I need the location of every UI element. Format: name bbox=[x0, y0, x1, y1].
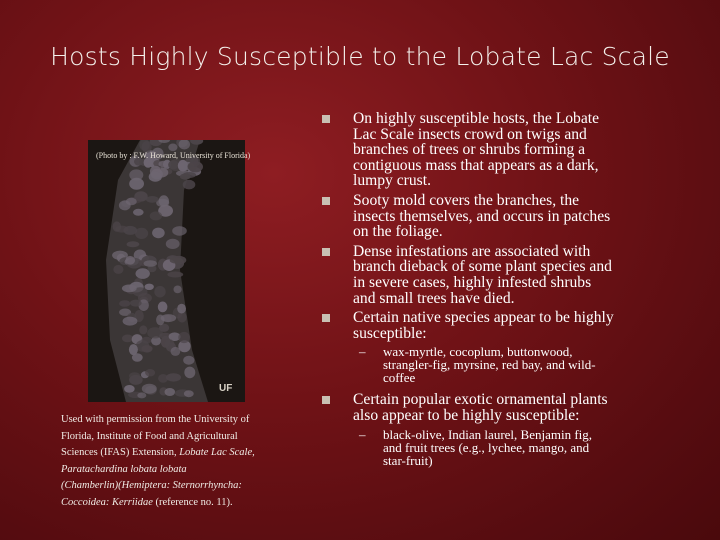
lac-scale-insect bbox=[184, 390, 194, 397]
sub-bullet-dash: – bbox=[359, 344, 366, 360]
caption-line: Florida, Institute of Food and Agricultural bbox=[61, 430, 238, 442]
bullet-text-line: in severe cases, highly infested shrubs bbox=[353, 273, 592, 291]
lac-scale-insect bbox=[177, 312, 186, 323]
bullet-text-line: lumpy crust. bbox=[353, 172, 431, 190]
caption-italic: Lobate Lac Scale, bbox=[179, 447, 255, 458]
lac-scale-insect bbox=[122, 335, 133, 343]
lac-scale-insect bbox=[147, 327, 163, 338]
lac-scale-insect bbox=[161, 314, 176, 322]
bullet-text-line: and small trees have died. bbox=[353, 289, 515, 307]
bullet-item bbox=[322, 244, 702, 306]
lac-scale-insect bbox=[129, 375, 143, 385]
sub-bullet-text-line: star-fruit) bbox=[383, 452, 433, 468]
lac-scale-insect bbox=[180, 174, 191, 180]
lac-scale-insect bbox=[166, 239, 180, 249]
lac-scale-insect bbox=[183, 356, 194, 365]
bullet-text-line: Lac Scale insects crowd on twigs and bbox=[353, 125, 587, 143]
uf-watermark: UF bbox=[219, 383, 233, 394]
lac-scale-insect bbox=[158, 302, 168, 313]
slide-title: Hosts Highly Susceptible to the Lobate Lac Scale bbox=[50, 42, 670, 71]
lac-scale-insect bbox=[167, 272, 183, 278]
bullet-marker-icon bbox=[322, 115, 330, 123]
lac-scale-insect bbox=[166, 373, 181, 381]
bullet-text-line: on the foliage. bbox=[353, 223, 443, 241]
photo-caption bbox=[61, 412, 299, 511]
bullet-text-line: branches of trees or shrubs forming a bbox=[353, 141, 586, 159]
sub-bullet-text-line: coffee bbox=[383, 370, 416, 386]
lac-scale-insect bbox=[172, 226, 187, 236]
bullet-text-line: Certain popular exotic ornamental plants bbox=[353, 391, 608, 409]
lac-scale-insect bbox=[124, 385, 135, 393]
lac-scale-insect bbox=[152, 228, 165, 239]
lac-scale-insect bbox=[133, 209, 144, 216]
lac-scale-insect bbox=[139, 325, 147, 334]
bullet-marker-icon bbox=[322, 248, 330, 256]
bullet-list bbox=[322, 111, 702, 475]
lac-scale-insect bbox=[142, 384, 157, 394]
lac-scale-insect bbox=[130, 300, 142, 307]
lac-scale-insect bbox=[146, 196, 159, 203]
lac-scale-insect bbox=[125, 256, 135, 265]
lac-scale-insect bbox=[123, 317, 138, 326]
lac-scale-insect bbox=[170, 257, 183, 263]
lac-scale-insect bbox=[165, 388, 176, 396]
bullet-text-line: Sooty mold covers the branches, the bbox=[353, 191, 580, 209]
lac-scale-insect bbox=[119, 200, 131, 210]
bullet-text-line: branch dieback of some plant species and bbox=[353, 258, 612, 276]
caption-line: Used with permission from the University of bbox=[61, 414, 250, 425]
lac-scale-insect bbox=[136, 268, 150, 279]
photo-credit: (Photo by : F.W. Howard, University of Florida) bbox=[96, 151, 251, 160]
bullet-text-line: insects themselves, and occurs in patches bbox=[353, 207, 611, 225]
lac-scale-insect bbox=[171, 347, 181, 356]
lac-scale-insect bbox=[115, 226, 128, 233]
lac-scale-insect bbox=[150, 211, 162, 220]
caption-line bbox=[61, 478, 299, 495]
bullet-text-line: Dense infestations are associated with bbox=[353, 242, 591, 260]
caption-text: (reference no. 11). bbox=[155, 496, 233, 508]
bullet-item bbox=[322, 310, 702, 341]
bullet-item bbox=[322, 193, 702, 240]
lac-scale-insect bbox=[174, 286, 182, 294]
lac-scale-insect bbox=[161, 336, 171, 348]
sub-bullet-item bbox=[322, 345, 702, 384]
lac-scale-insect bbox=[183, 180, 196, 190]
bullet-text-line: also appear to be highly susceptible: bbox=[353, 406, 580, 424]
lac-scale-insect bbox=[144, 260, 157, 267]
bullet-marker-icon bbox=[322, 396, 330, 404]
lac-scale-insect bbox=[119, 300, 130, 307]
bullet-text-line: susceptible: bbox=[353, 324, 427, 342]
lac-scale-insect bbox=[137, 392, 146, 398]
caption-italic: Coccoidea: Kerriidae bbox=[61, 496, 153, 508]
bullet-item bbox=[322, 111, 702, 189]
sub-bullet-text-line: and fruit trees (e.g., lychee, mango, and bbox=[383, 439, 590, 455]
sub-bullet-text-line: black-olive, Indian laurel, Benjamin fig, bbox=[383, 426, 593, 442]
lac-scale-insect bbox=[127, 241, 140, 247]
branch-illustration bbox=[88, 140, 245, 402]
caption-line bbox=[61, 445, 299, 462]
bullet-text-line: On highly susceptible hosts, the Lobate bbox=[353, 110, 599, 127]
bullet-marker-icon bbox=[322, 197, 330, 205]
lac-scale-insect bbox=[129, 344, 138, 355]
lac-scale-insect bbox=[168, 144, 177, 152]
sub-bullet-dash: – bbox=[359, 426, 366, 442]
bullet-item bbox=[322, 392, 702, 423]
lac-scale-insect bbox=[178, 332, 190, 343]
sub-bullet-text-line: strangler-fig, myrsine, red bay, and wild- bbox=[383, 357, 596, 373]
caption-italic: Paratachardina lobata lobata bbox=[61, 463, 187, 475]
lac-scale-insect bbox=[177, 304, 186, 314]
lac-scale-insect bbox=[188, 161, 203, 172]
lac-scale-insect bbox=[149, 172, 162, 182]
lac-scale-insect bbox=[135, 228, 148, 239]
lac-scale-insect bbox=[113, 265, 123, 274]
lac-scale-insect bbox=[184, 367, 195, 379]
caption-text: Sciences (IFAS) Extension, bbox=[61, 447, 177, 458]
lac-scale-insect bbox=[154, 286, 165, 298]
lac-scale-insect bbox=[141, 337, 151, 344]
lac-scale-insect bbox=[158, 374, 168, 383]
lac-scale-insect bbox=[129, 169, 143, 180]
lac-scale-photo bbox=[88, 140, 245, 402]
sub-bullet-item bbox=[322, 428, 702, 467]
bullet-text-line: contiguous mass that appears as a dark, bbox=[353, 156, 599, 174]
caption-line bbox=[61, 462, 299, 479]
bullet-text-line: Certain native species appear to be highly bbox=[353, 309, 614, 327]
caption-line bbox=[61, 495, 299, 512]
bullet-marker-icon bbox=[322, 314, 330, 322]
lac-scale-insect bbox=[122, 285, 137, 293]
lac-scale-insect bbox=[145, 369, 155, 376]
caption-italic: (Chamberlin)(Hemiptera: Sternorrhyncha: bbox=[61, 480, 242, 491]
sub-bullet-text-line: wax-myrtle, cocoplum, buttonwood, bbox=[383, 344, 573, 360]
